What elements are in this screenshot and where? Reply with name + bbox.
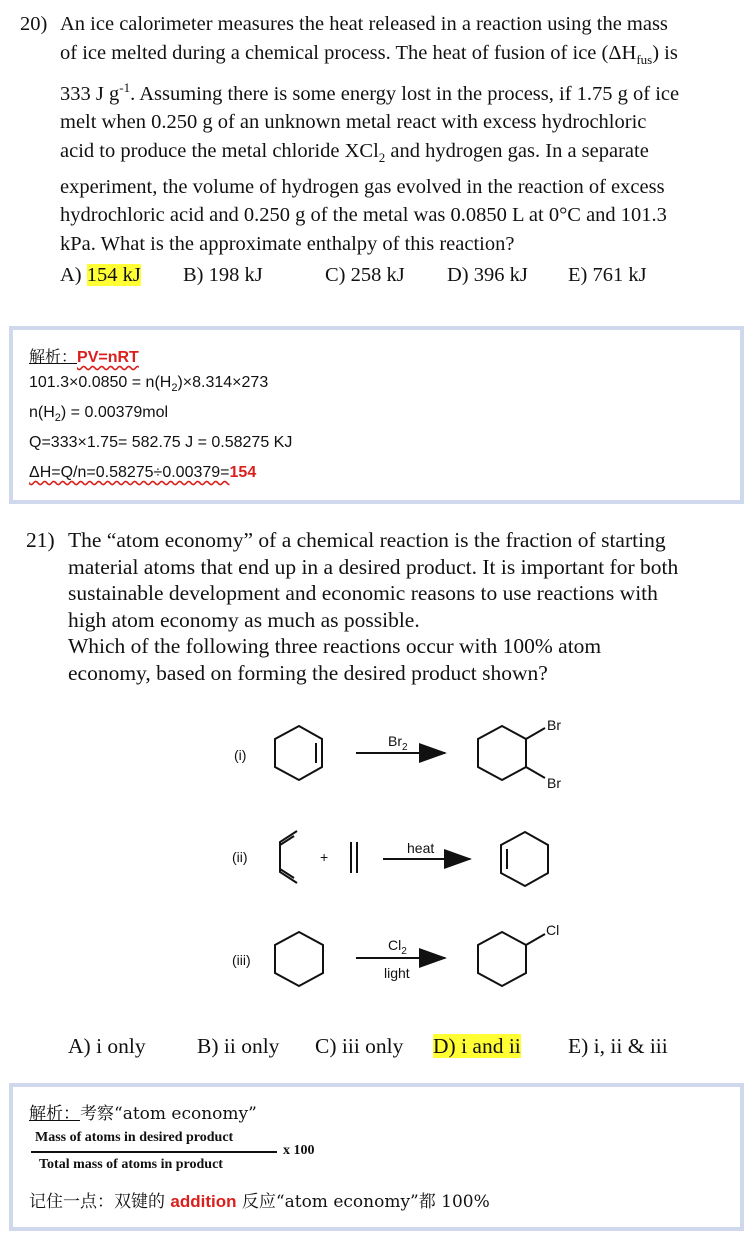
- reaction-schemes: [0, 700, 753, 1010]
- q21-option-c[interactable]: C) iii only: [315, 1034, 404, 1058]
- q20-line-5: acid to produce the metal chloride XCl$_2$ and hydrogen gas. In a separate: [60, 139, 649, 166]
- question-20-text: [60, 10, 720, 258]
- exp20-line-2: $n(H_2) = 0.00379mol$: [29, 404, 169, 425]
- explanation-box-20: [9, 326, 744, 504]
- exp20-line-1: $101.3\times 0.0850 = n(H_2)\times 8.314\times 273$: [29, 374, 269, 395]
- q21-option-e[interactable]: E) i, ii & iii: [568, 1034, 668, 1058]
- q20-option-b[interactable]: B) 198 kJ: [183, 264, 263, 286]
- exp20-line-4: ΔH=Q/n=0.58275÷0.00379=154: [29, 464, 257, 481]
- fraction-numerator: Mass of atoms in desired product: [35, 1130, 234, 1145]
- q20-option-e[interactable]: E) 761 kJ: [568, 264, 647, 286]
- substituent-label: Br: [547, 775, 561, 791]
- reagent-label: heat: [407, 840, 435, 856]
- fraction-denominator: Total mass of atoms in product: [39, 1157, 223, 1172]
- q21-line-6: economy, based on forming the desired product shown?: [68, 660, 548, 685]
- q20-line-4: melt when 0.250 g of an unknown metal react with excess hydrochloric: [60, 111, 647, 134]
- q21-option-a[interactable]: A) i only: [68, 1034, 146, 1058]
- q20-option-d[interactable]: D) 396 kJ: [447, 264, 528, 286]
- condition-label: light: [384, 965, 410, 981]
- question-21: [26, 527, 741, 686]
- cyclohexene-product-structure: [501, 832, 548, 886]
- exp20-heading: 解析：PV=nRT: [29, 347, 139, 366]
- multiplier: x 100: [283, 1143, 315, 1158]
- cyclohexene-structure: [275, 726, 322, 780]
- chlorocyclohexane-structure: [478, 932, 545, 986]
- exp20-line-3: Q=333×1.75= 582.75 J = 0.58275 KJ: [29, 434, 293, 451]
- answer-highlight: 154 kJ: [86, 264, 141, 286]
- reaction-label-ii: (ii): [232, 849, 248, 865]
- q21-option-d[interactable]: [433, 1034, 521, 1059]
- question-number: 20): [20, 13, 48, 35]
- ethylene-structure: [351, 842, 357, 873]
- butadiene-structure: [280, 831, 297, 883]
- plus-sign: +: [320, 849, 329, 865]
- q21-line-5: Which of the following three reactions occur with 100% atom: [68, 634, 602, 658]
- fraction-bar: [31, 1151, 277, 1153]
- substituent-label: Cl: [546, 922, 560, 938]
- exp21-note: 记住一点：双键的 addition 反应“atom economy”都 100%: [29, 1192, 490, 1212]
- reagent-label: $Br_2$: [388, 733, 408, 753]
- q20-line-8: kPa. What is the approximate enthalpy of this reaction?: [60, 232, 515, 255]
- q20-line-1: An ice calorimeter measures the heat released in a reaction using the mass: [60, 13, 668, 35]
- q20-option-a[interactable]: A) 154 kJ: [60, 264, 141, 286]
- question-number: 21): [26, 528, 55, 552]
- q21-line-1: The “atom economy” of a chemical reaction is the fraction of starting: [68, 528, 666, 552]
- exp21-heading: 解析：考察“atom economy”: [29, 1104, 257, 1124]
- cyclohexane-structure: [275, 932, 323, 986]
- q20-line-2: of ice melted during a chemical process. The heat of fusion of ice $(\Delta H_{fus})$ is: [60, 41, 678, 67]
- q20-line-3: 333 J $g^{-1}$. Assuming there is some energy lost in the process, if 1.75 g of ice: [60, 80, 680, 105]
- q20-option-c[interactable]: C) 258 kJ: [325, 264, 405, 286]
- q21-line-2: material atoms that end up in a desired product. It is important for both: [68, 554, 679, 579]
- reaction-label-iii: (iii): [232, 952, 251, 968]
- q20-line-6: experiment, the volume of hydrogen gas evolved in the reaction of excess: [60, 175, 665, 198]
- question-20: [20, 10, 720, 258]
- q20-line-7: hydrochloric acid and 0.250 g of the metal was 0.0850 L at 0°C and 101.3: [60, 204, 667, 227]
- substituent-label: Br: [547, 717, 561, 733]
- answer-highlight: D) i and ii: [433, 1034, 521, 1058]
- q21-line-3: sustainable development and economic reasons to use reactions with: [68, 581, 658, 605]
- q21-option-b[interactable]: B) ii only: [197, 1034, 280, 1058]
- question-21-text: [68, 527, 741, 686]
- dibromocyclohexane-structure: [478, 726, 545, 780]
- reagent-label: $Cl_2$: [388, 937, 407, 957]
- explanation-box-21: [9, 1083, 744, 1231]
- q21-line-4: high atom economy as much as possible.: [68, 607, 420, 632]
- reaction-label-i: (i): [234, 747, 247, 763]
